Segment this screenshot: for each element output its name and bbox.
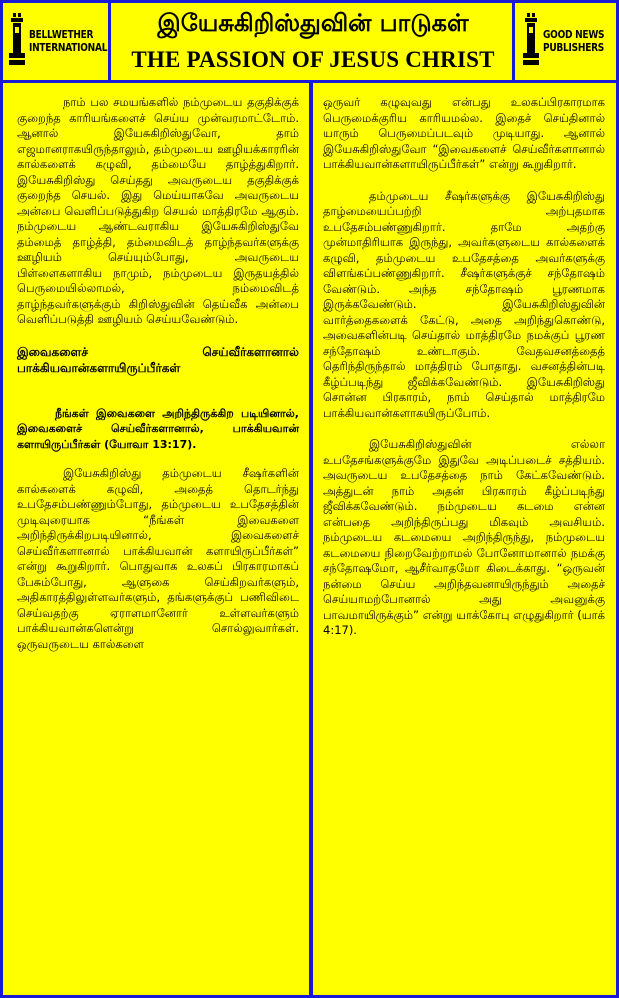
right-paragraph-3: இயேசுகிறிஸ்துவின் எல்லா உபதேசங்களுக்குமே இதுவே அடிப்படைச் சத்தியம். அவருடைய உபதேசத்தை நாம் கேட்கவேண்டும். அத்துடன் நாம் அதன் பிரகாரம் கீழ்ப்படிந்து ஜீவிக்கவேண்டும். நம்முடைய கடமை என்ன என்பதை அறிந்திருப்பது மிகவும் அவசியம். நம்முடைய கடமையை அறிந்திருந்து, நம்முடைய கடமையை நிறைவேற்றாமல் போனோமானால் நமக்கு சந்தோஷமோ, ஆசீர்வாதமோ கிடைக்காது. “ஒருவன் நன்மை செய்ய அறிந்தவனாயிருந்தும் அதைச் செய்யாமற்போனால் அது அவனுக்கு பாவமாயிருக்கும்” என்று யாக்கோபு எழுதுகிறார் (யாக் 4:17). bbox=[323, 437, 605, 637]
right-paragraph-2: தம்முடைய சீஷர்களுக்கு இயேசுகிறிஸ்து தாழ்மையைப்பற்றி அற்புதமாக உபதேசம்பண்ணுகிறார். தாமே அதற்கு முன்மாதிரியாக இருந்து, அவர்களுடைய கால்களைக் கழுவி, தம்முடைய உபதேசத்தை அவர்களுக்கு விளங்கப்பண்ணுகிறார். சீஷர்களுக்குச் சந்தோஷம் வேண்டும். அந்த சந்தோஷம் பூரணமாக இருக்கவேண்டும். இயேசுகிறிஸ்துவின் வார்த்தைகளைக் கேட்டு, அதை அறிந்துகொண்டு, அவைகளின்படி செய்தால் மாத்திரமே நமக்குப் பூரண சந்தோஷம் உண்டாகும். வேதவசனத்தைத் தெரிந்திருந்தால் மாத்திரம் போதாது. வசனத்தின்படி கீழ்ப்படிந்து ஜீவிக்கவேண்டும். இயேசுகிறிஸ்து சொன்ன பிரகாரம், நாம் செய்தால் மாத்திரமே பாக்கியவான்களாகயிருப்போம். bbox=[323, 188, 605, 420]
title-box bbox=[111, 3, 515, 80]
header bbox=[3, 3, 616, 83]
left-paragraph-2: இயேசுகிறிஸ்து தம்முடைய சீஷர்களின் கால்களைக் கழுவி, அதைத் தொடர்ந்து உபதேசம்பண்ணும்போது, தம்முடைய உபதேசத்தின் முடிவுரையாக “நீங்கள் இவைகளை அறிந்திருக்கிறபடியினால், இவைகளைச் செய்வீர்களானால் பாக்கியவான் களாயிருப்பீர்கள்” என்று கூறுகிறார். பொதுவாக உலகப் பிரகாரமாகப் பேசும்போது, ஆளுகை செய்கிறவர்களும், அதிகாரத்திலுள்ளவர்களும், தங்களுக்குப் பணிவிடை செய்வதற்கு ஏராளமானோர் உள்ளவர்களும் பாக்கியவான்களென்று சொல்லுவார்கள். ஒருவருடைய கால்களை bbox=[17, 466, 299, 651]
right-logo-box bbox=[515, 3, 616, 80]
left-column bbox=[17, 95, 299, 652]
left-paragraph-1: நாம் பல சமயங்களில் நம்முடைய தகுதிக்குக் குறைந்த காரியங்களைச் செய்ய முன்வரமாட்டோம். ஆனால் இயேசுகிறிஸ்துவோ, தாம் எஜமானராகயிருந்தாலும், தம்முடைய ஊழியக்காரரின் கால்களைக் கழுவி, தம்மையே தாழ்த்துகிறார். இயேசுகிறிஸ்து செய்தது அவருடைய தகுதிக்குக் குறைந்த செயல். இது மெய்யாகவே அவருடைய அன்பை வெளிப்படுத்துகிற செயல் மாத்திரமே ஆகும். நம்முடைய ஆண்டவராகிய இயேசுகிறிஸ்துவே தம்மைத் தாழ்த்தி, தம்மைவிடத் தாழ்ந்தவர்களுக்கு ஊழியம் செய்யும்போது, அவருடைய பிள்ளைகளாகிய நாமும், நம்முடைய இருதயத்தில் பெருமையில்லாமல், நம்மைவிடத் தாழ்ந்தவர்களுக்கும் கிறிஸ்துவின் தெய்வீக அன்பை வெளிப்படுத்தி ஊழியம் செய்யவேண்டும். bbox=[17, 95, 299, 326]
page-title-tamil: இயேசுகிறிஸ்துவின் பாடுகள் bbox=[157, 9, 469, 37]
left-logo-text: BELLWETHER INTERNATIONAL bbox=[29, 29, 108, 54]
section-heading: இவைகளைச் செய்வீர்களானால் பாக்கியவான்களாயிருப்பீர்கள் bbox=[17, 344, 299, 375]
bellwether-logo-icon bbox=[9, 13, 25, 67]
bellwether-logo bbox=[9, 11, 108, 71]
page-title-english: THE PASSION OF JESUS CHRIST bbox=[131, 47, 495, 72]
scripture-quote: நீங்கள் இவைகளை அறிந்திருக்கிற படியினால், இவைகளைச் செய்வீர்களானால், பாக்கியவான் களாயிருப்பீர்கள் (யோவா 13:17). bbox=[17, 406, 299, 451]
spacer bbox=[323, 173, 605, 189]
good-news-logo bbox=[521, 11, 615, 71]
right-paragraph-1: ஒருவர் கழுவுவது என்பது உலகப்பிரகாரமாக பெருமைக்குரிய காரியமல்ல. இதைச் செய்தினால் யாரும் பெருமைப்படவும் முடியாது. ஆனால் இயேசுகிறிஸ்துவோ “இவைகளைச் செய்வீர்களானால் பாக்கியவான்களாயிருப்பீர்கள்” என்று கூறுகிறார். bbox=[323, 95, 605, 171]
right-column bbox=[323, 95, 605, 639]
spacer bbox=[323, 421, 605, 437]
right-logo-text: GOOD NEWS PUBLISHERS bbox=[543, 29, 605, 54]
good-news-logo-icon bbox=[523, 13, 539, 67]
column-divider bbox=[309, 83, 313, 995]
left-logo-box bbox=[3, 3, 111, 80]
